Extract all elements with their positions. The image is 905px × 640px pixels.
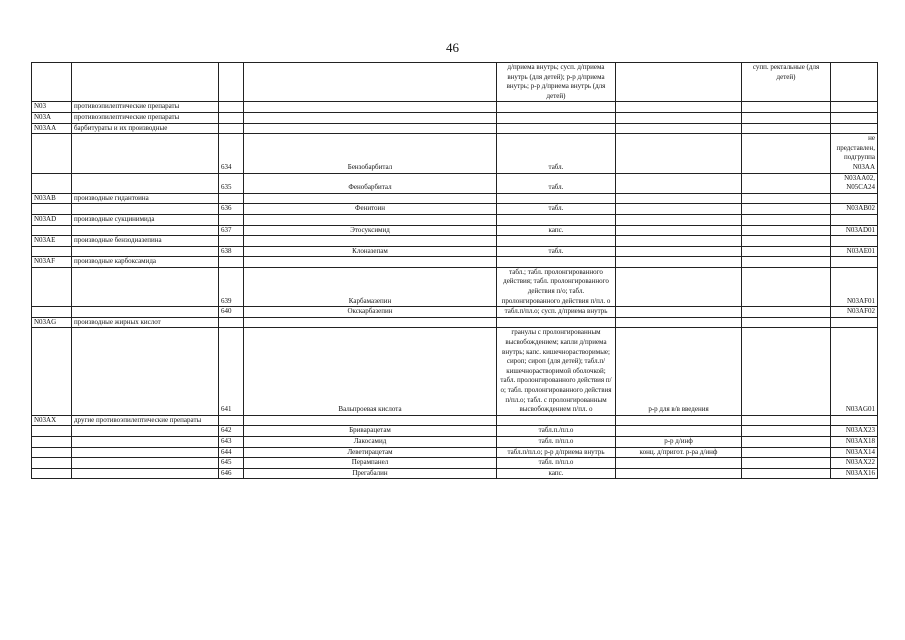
group-name-cell — [72, 468, 219, 479]
dosage-form-cell: табл. — [497, 204, 616, 215]
atc-code-cell: N03AG — [32, 317, 72, 328]
note-cell: не представлен, подгруппа N03AA — [831, 134, 878, 173]
drug-row — [32, 173, 878, 193]
note-cell: N03AA02, N05CA24 — [831, 173, 878, 193]
empty-cell — [742, 458, 831, 469]
empty-cell — [497, 112, 616, 123]
empty-cell — [742, 246, 831, 257]
drug-name-cell: Клоназепам — [244, 246, 497, 257]
dosage-form-cell: гранулы с пролонгированным высвобождением; капли д/приема внутрь; капс. кишечнорастворимые; сироп; сироп (для детей); табл.п/кишечнорастворимой оболочкой; табл. пролонгированного действия п/о; табл. пролонгированного действия п/пл.о; табл. с пролонгированным высвобождением п/пл. о — [497, 328, 616, 415]
empty-cell — [742, 257, 831, 268]
atc-code-cell: N03AB — [32, 193, 72, 204]
drug-row — [32, 267, 878, 306]
empty-cell — [616, 214, 742, 225]
dosage-form-extra-cell — [616, 63, 742, 102]
empty-cell — [219, 236, 244, 247]
dosage-form-extra-cell — [616, 426, 742, 437]
atc-code-cell — [32, 267, 72, 306]
empty-cell — [616, 123, 742, 134]
dosage-form-extra-cell — [616, 458, 742, 469]
dosage-form-cell: табл.п/пл.о; сусп. д/приема внутрь — [497, 307, 616, 318]
drug-row — [32, 246, 878, 257]
dosage-form-extra-cell — [616, 134, 742, 173]
dosage-form-extra-cell — [616, 267, 742, 306]
empty-cell — [616, 112, 742, 123]
note-cell — [831, 63, 878, 102]
empty-cell — [219, 123, 244, 134]
group-name-cell — [72, 63, 219, 102]
atc-code-cell — [32, 134, 72, 173]
empty-cell — [742, 426, 831, 437]
empty-cell — [742, 307, 831, 318]
empty-cell — [244, 257, 497, 268]
empty-cell — [742, 193, 831, 204]
drug-name-cell: Лакосамид — [244, 436, 497, 447]
empty-cell — [831, 317, 878, 328]
group-name-cell — [72, 225, 219, 236]
note-cell: N03AF02 — [831, 307, 878, 318]
drug-name-cell: Фенитоин — [244, 204, 497, 215]
empty-cell — [831, 193, 878, 204]
dosage-form-cell: табл. п/пл.о — [497, 436, 616, 447]
group-name-cell: противоэпилептические препараты — [72, 112, 219, 123]
atc-code-cell — [32, 458, 72, 469]
empty-cell — [497, 257, 616, 268]
drug-row — [32, 204, 878, 215]
group-name-cell — [72, 134, 219, 173]
empty-cell — [831, 102, 878, 113]
number-cell: 642 — [219, 426, 244, 437]
group-name-cell: другие противоэпилептические препараты — [72, 415, 219, 426]
empty-cell — [497, 236, 616, 247]
empty-cell — [742, 236, 831, 247]
group-name-cell — [72, 307, 219, 318]
group-name-cell: производные сукцинимида — [72, 214, 219, 225]
number-cell: 643 — [219, 436, 244, 447]
empty-cell — [244, 415, 497, 426]
dosage-form-cell: табл. — [497, 134, 616, 173]
atc-code-cell — [32, 63, 72, 102]
number-cell: 638 — [219, 246, 244, 257]
number-cell: 639 — [219, 267, 244, 306]
empty-cell — [219, 317, 244, 328]
drug-table-body — [32, 63, 878, 479]
empty-cell — [497, 123, 616, 134]
dosage-form-extra-cell — [616, 225, 742, 236]
drug-name-cell: Бензобарбитал — [244, 134, 497, 173]
dosage-form-extra-cell — [616, 307, 742, 318]
empty-cell — [616, 236, 742, 247]
empty-cell — [742, 447, 831, 458]
group-row — [32, 257, 878, 268]
empty-cell — [742, 225, 831, 236]
dosage-form-extra-cell — [616, 204, 742, 215]
empty-cell — [616, 317, 742, 328]
drug-row — [32, 458, 878, 469]
empty-cell — [219, 193, 244, 204]
empty-cell — [742, 328, 831, 415]
empty-cell — [616, 257, 742, 268]
empty-cell — [219, 112, 244, 123]
drug-name-cell: Перампанел — [244, 458, 497, 469]
empty-cell — [219, 214, 244, 225]
drug-name-cell: Этосуксимид — [244, 225, 497, 236]
empty-cell — [742, 214, 831, 225]
empty-cell — [742, 173, 831, 193]
empty-cell — [831, 236, 878, 247]
dosage-form-extra-cell: супп. ректальные (для детей) — [742, 63, 831, 102]
dosage-form-cell: капс. — [497, 225, 616, 236]
empty-cell — [219, 102, 244, 113]
empty-cell — [831, 257, 878, 268]
dosage-form-extra-cell: р-р д/инф — [616, 436, 742, 447]
empty-cell — [497, 317, 616, 328]
dosage-form-cell: табл.; табл. пролонгированного действия; табл. пролонгированного действия п/о; табл. пролонгированного действия п/пл. о — [497, 267, 616, 306]
drug-row — [32, 468, 878, 479]
atc-code-cell — [32, 447, 72, 458]
drug-row — [32, 436, 878, 447]
drug-name-cell — [244, 63, 497, 102]
atc-code-cell: N03AD — [32, 214, 72, 225]
drug-row — [32, 447, 878, 458]
drug-name-cell: Фенобарбитал — [244, 173, 497, 193]
empty-cell — [244, 214, 497, 225]
group-name-cell: производные бензодиазепина — [72, 236, 219, 247]
drug-table — [31, 62, 878, 479]
empty-cell — [219, 257, 244, 268]
drug-name-cell: Леветирацетам — [244, 447, 497, 458]
empty-cell — [831, 112, 878, 123]
empty-cell — [742, 468, 831, 479]
number-cell: 637 — [219, 225, 244, 236]
atc-code-cell: N03AX — [32, 415, 72, 426]
dosage-form-cell: табл.п./пл.о — [497, 426, 616, 437]
empty-cell — [831, 123, 878, 134]
drug-row — [32, 134, 878, 173]
empty-cell — [497, 102, 616, 113]
group-name-cell — [72, 426, 219, 437]
group-row — [32, 415, 878, 426]
empty-cell — [742, 134, 831, 173]
dosage-form-cell: д/приема внутрь; сусп. д/приема внутрь (для детей); р-р д/приема внутрь; р-р д/приема внутрь (для детей) — [497, 63, 616, 102]
group-name-cell — [72, 246, 219, 257]
empty-cell — [244, 123, 497, 134]
note-cell: N03AX23 — [831, 426, 878, 437]
empty-cell — [616, 193, 742, 204]
dosage-form-extra-cell — [616, 468, 742, 479]
number-cell: 640 — [219, 307, 244, 318]
atc-code-cell — [32, 307, 72, 318]
group-name-cell: барбитураты и их производные — [72, 123, 219, 134]
group-name-cell — [72, 436, 219, 447]
atc-code-cell — [32, 173, 72, 193]
empty-cell — [616, 102, 742, 113]
atc-code-cell: N03A — [32, 112, 72, 123]
note-cell: N03AX16 — [831, 468, 878, 479]
page-number: 46 — [446, 40, 459, 55]
note-cell: N03AB02 — [831, 204, 878, 215]
drug-row — [32, 426, 878, 437]
atc-code-cell — [32, 468, 72, 479]
empty-cell — [244, 193, 497, 204]
group-row — [32, 102, 878, 113]
empty-cell — [497, 214, 616, 225]
dosage-form-cell: табл. п/пл.о — [497, 458, 616, 469]
number-cell: 646 — [219, 468, 244, 479]
group-name-cell — [72, 204, 219, 215]
note-cell: N03AX22 — [831, 458, 878, 469]
empty-cell — [831, 415, 878, 426]
empty-cell — [244, 317, 497, 328]
drug-name-cell: Окскарбазепин — [244, 307, 497, 318]
note-cell: N03AE01 — [831, 246, 878, 257]
atc-code-cell — [32, 436, 72, 447]
group-row — [32, 123, 878, 134]
number-cell: 635 — [219, 173, 244, 193]
empty-cell — [742, 317, 831, 328]
dosage-form-extra-cell — [616, 246, 742, 257]
note-cell: N03AD01 — [831, 225, 878, 236]
note-cell: N03AX14 — [831, 447, 878, 458]
atc-code-cell — [32, 246, 72, 257]
empty-cell — [497, 193, 616, 204]
group-name-cell: противоэпилептические препараты — [72, 102, 219, 113]
drug-row — [32, 328, 878, 415]
empty-cell — [742, 102, 831, 113]
atc-code-cell: N03AE — [32, 236, 72, 247]
group-name-cell: производные карбоксамида — [72, 257, 219, 268]
empty-cell — [244, 112, 497, 123]
empty-cell — [616, 415, 742, 426]
atc-code-cell — [32, 225, 72, 236]
group-name-cell — [72, 267, 219, 306]
dosage-form-cell: табл. — [497, 246, 616, 257]
atc-code-cell: N03AA — [32, 123, 72, 134]
group-row — [32, 193, 878, 204]
note-cell: N03AG01 — [831, 328, 878, 415]
drug-name-cell: Карбамазепин — [244, 267, 497, 306]
group-name-cell: производные гидантоина — [72, 193, 219, 204]
group-name-cell — [72, 173, 219, 193]
continuation-row — [32, 63, 878, 102]
number-cell: 645 — [219, 458, 244, 469]
dosage-form-extra-cell: конц. д/пригот. р-ра д/инф — [616, 447, 742, 458]
note-cell: N03AF01 — [831, 267, 878, 306]
dosage-form-cell: капс. — [497, 468, 616, 479]
group-row — [32, 317, 878, 328]
empty-cell — [742, 112, 831, 123]
atc-code-cell: N03 — [32, 102, 72, 113]
number-cell: 641 — [219, 328, 244, 415]
number-cell: 634 — [219, 134, 244, 173]
atc-code-cell — [32, 328, 72, 415]
dosage-form-extra-cell — [616, 173, 742, 193]
dosage-form-cell: табл. — [497, 173, 616, 193]
atc-code-cell: N03AF — [32, 257, 72, 268]
number-cell — [219, 63, 244, 102]
empty-cell — [497, 415, 616, 426]
group-name-cell — [72, 458, 219, 469]
dosage-form-cell: табл.п/пл.о; р-р д/приема внутрь — [497, 447, 616, 458]
number-cell: 636 — [219, 204, 244, 215]
group-name-cell — [72, 447, 219, 458]
empty-cell — [742, 415, 831, 426]
empty-cell — [244, 236, 497, 247]
empty-cell — [742, 123, 831, 134]
empty-cell — [742, 436, 831, 447]
atc-code-cell — [32, 204, 72, 215]
empty-cell — [742, 204, 831, 215]
group-name-cell — [72, 328, 219, 415]
drug-name-cell: Вальпроевая кислота — [244, 328, 497, 415]
number-cell: 644 — [219, 447, 244, 458]
group-row — [32, 236, 878, 247]
group-row — [32, 112, 878, 123]
empty-cell — [742, 267, 831, 306]
drug-row — [32, 307, 878, 318]
empty-cell — [219, 415, 244, 426]
drug-name-cell: Прегабалин — [244, 468, 497, 479]
drug-row — [32, 225, 878, 236]
atc-code-cell — [32, 426, 72, 437]
note-cell: N03AX18 — [831, 436, 878, 447]
drug-name-cell: Бриварацетам — [244, 426, 497, 437]
dosage-form-extra-cell: р-р для в/в введения — [616, 328, 742, 415]
group-name-cell: производные жирных кислот — [72, 317, 219, 328]
empty-cell — [244, 102, 497, 113]
group-row — [32, 214, 878, 225]
empty-cell — [831, 214, 878, 225]
